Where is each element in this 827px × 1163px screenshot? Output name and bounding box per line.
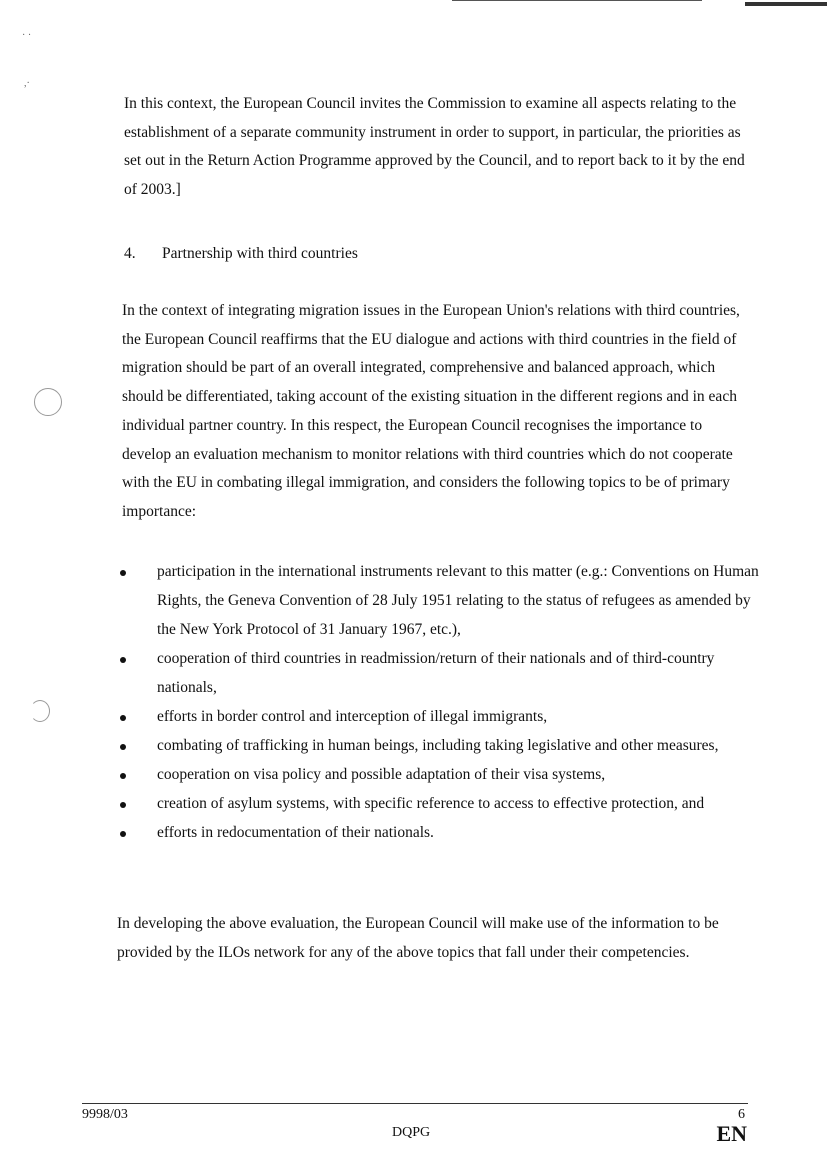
- bullet-icon: [120, 773, 126, 779]
- topics-list: [0, 557, 827, 847]
- closing-paragraph: In developing the above evaluation, the European Council will make use of the information to be provided by the ILOs network for any of the above topics that fall under their competencies.: [117, 915, 719, 961]
- header-rule-mark: [745, 2, 827, 6]
- bullet-icon: [120, 831, 126, 837]
- list-item: creation of asylum systems, with specific reference to access to effective protection, and: [0, 789, 827, 818]
- bullet-icon: [120, 744, 126, 750]
- bullet-icon: [120, 715, 126, 721]
- list-item: cooperation on visa policy and possible adaptation of their visa systems,: [0, 760, 827, 789]
- list-item: cooperation of third countries in readmission/return of their nationals and of third-country nationals,: [0, 644, 827, 702]
- punch-hole-mark: [34, 388, 62, 416]
- header-rule: [452, 0, 702, 1]
- footer-doc-number: 9998/03: [82, 1107, 128, 1122]
- intro-paragraph: In this context, the European Council invites the Commission to examine all aspects relating to the establishment of a separate community instrument in order to support, in particular, the priorities as set out in the Return Action Programme approved by the Council, and to report back to it by the end of 2003.]: [124, 95, 745, 199]
- footer-department: DQPG: [392, 1125, 431, 1140]
- footer-language: EN: [716, 1121, 747, 1146]
- margin-speck: ,·: [24, 78, 30, 89]
- bullet-icon: [120, 802, 126, 808]
- footer-page-number: 6: [738, 1107, 745, 1122]
- section-number: 4.: [124, 245, 136, 262]
- list-item: efforts in border control and interception of illegal immigrants,: [0, 702, 827, 731]
- main-paragraph: In the context of integrating migration issues in the European Union's relations with third countries, the European Council reaffirms that the EU dialogue and actions with third countries in the field of migration should be part of an overall integrated, comprehensive and balanced approach, which should be differentiated, taking account of the existing situation in the different regions and in each individual partner country. In this respect, the European Council recognises the importance to develop an evaluation mechanism to monitor relations with third countries which do not cooperate with the EU in combating illegal immigration, and considers the following topics to be of primary importance:: [122, 302, 740, 520]
- list-item: combating of trafficking in human beings, including taking legislative and other measures,: [0, 731, 827, 760]
- section-title: Partnership with third countries: [162, 245, 358, 262]
- list-item: efforts in redocumentation of their nationals.: [0, 818, 827, 847]
- bullet-icon: [120, 570, 126, 576]
- list-item: participation in the international instruments relevant to this matter (e.g.: Conventions on Human Rights, the Geneva Convention of 28 July 1951 relating to the status of refugees as amended by the New York Protocol of 31 January 1967, etc.),: [0, 557, 827, 644]
- footer-rule: [82, 1103, 748, 1104]
- margin-speck: · ·: [22, 30, 32, 41]
- bullet-icon: [120, 657, 126, 663]
- section-heading: [124, 240, 358, 268]
